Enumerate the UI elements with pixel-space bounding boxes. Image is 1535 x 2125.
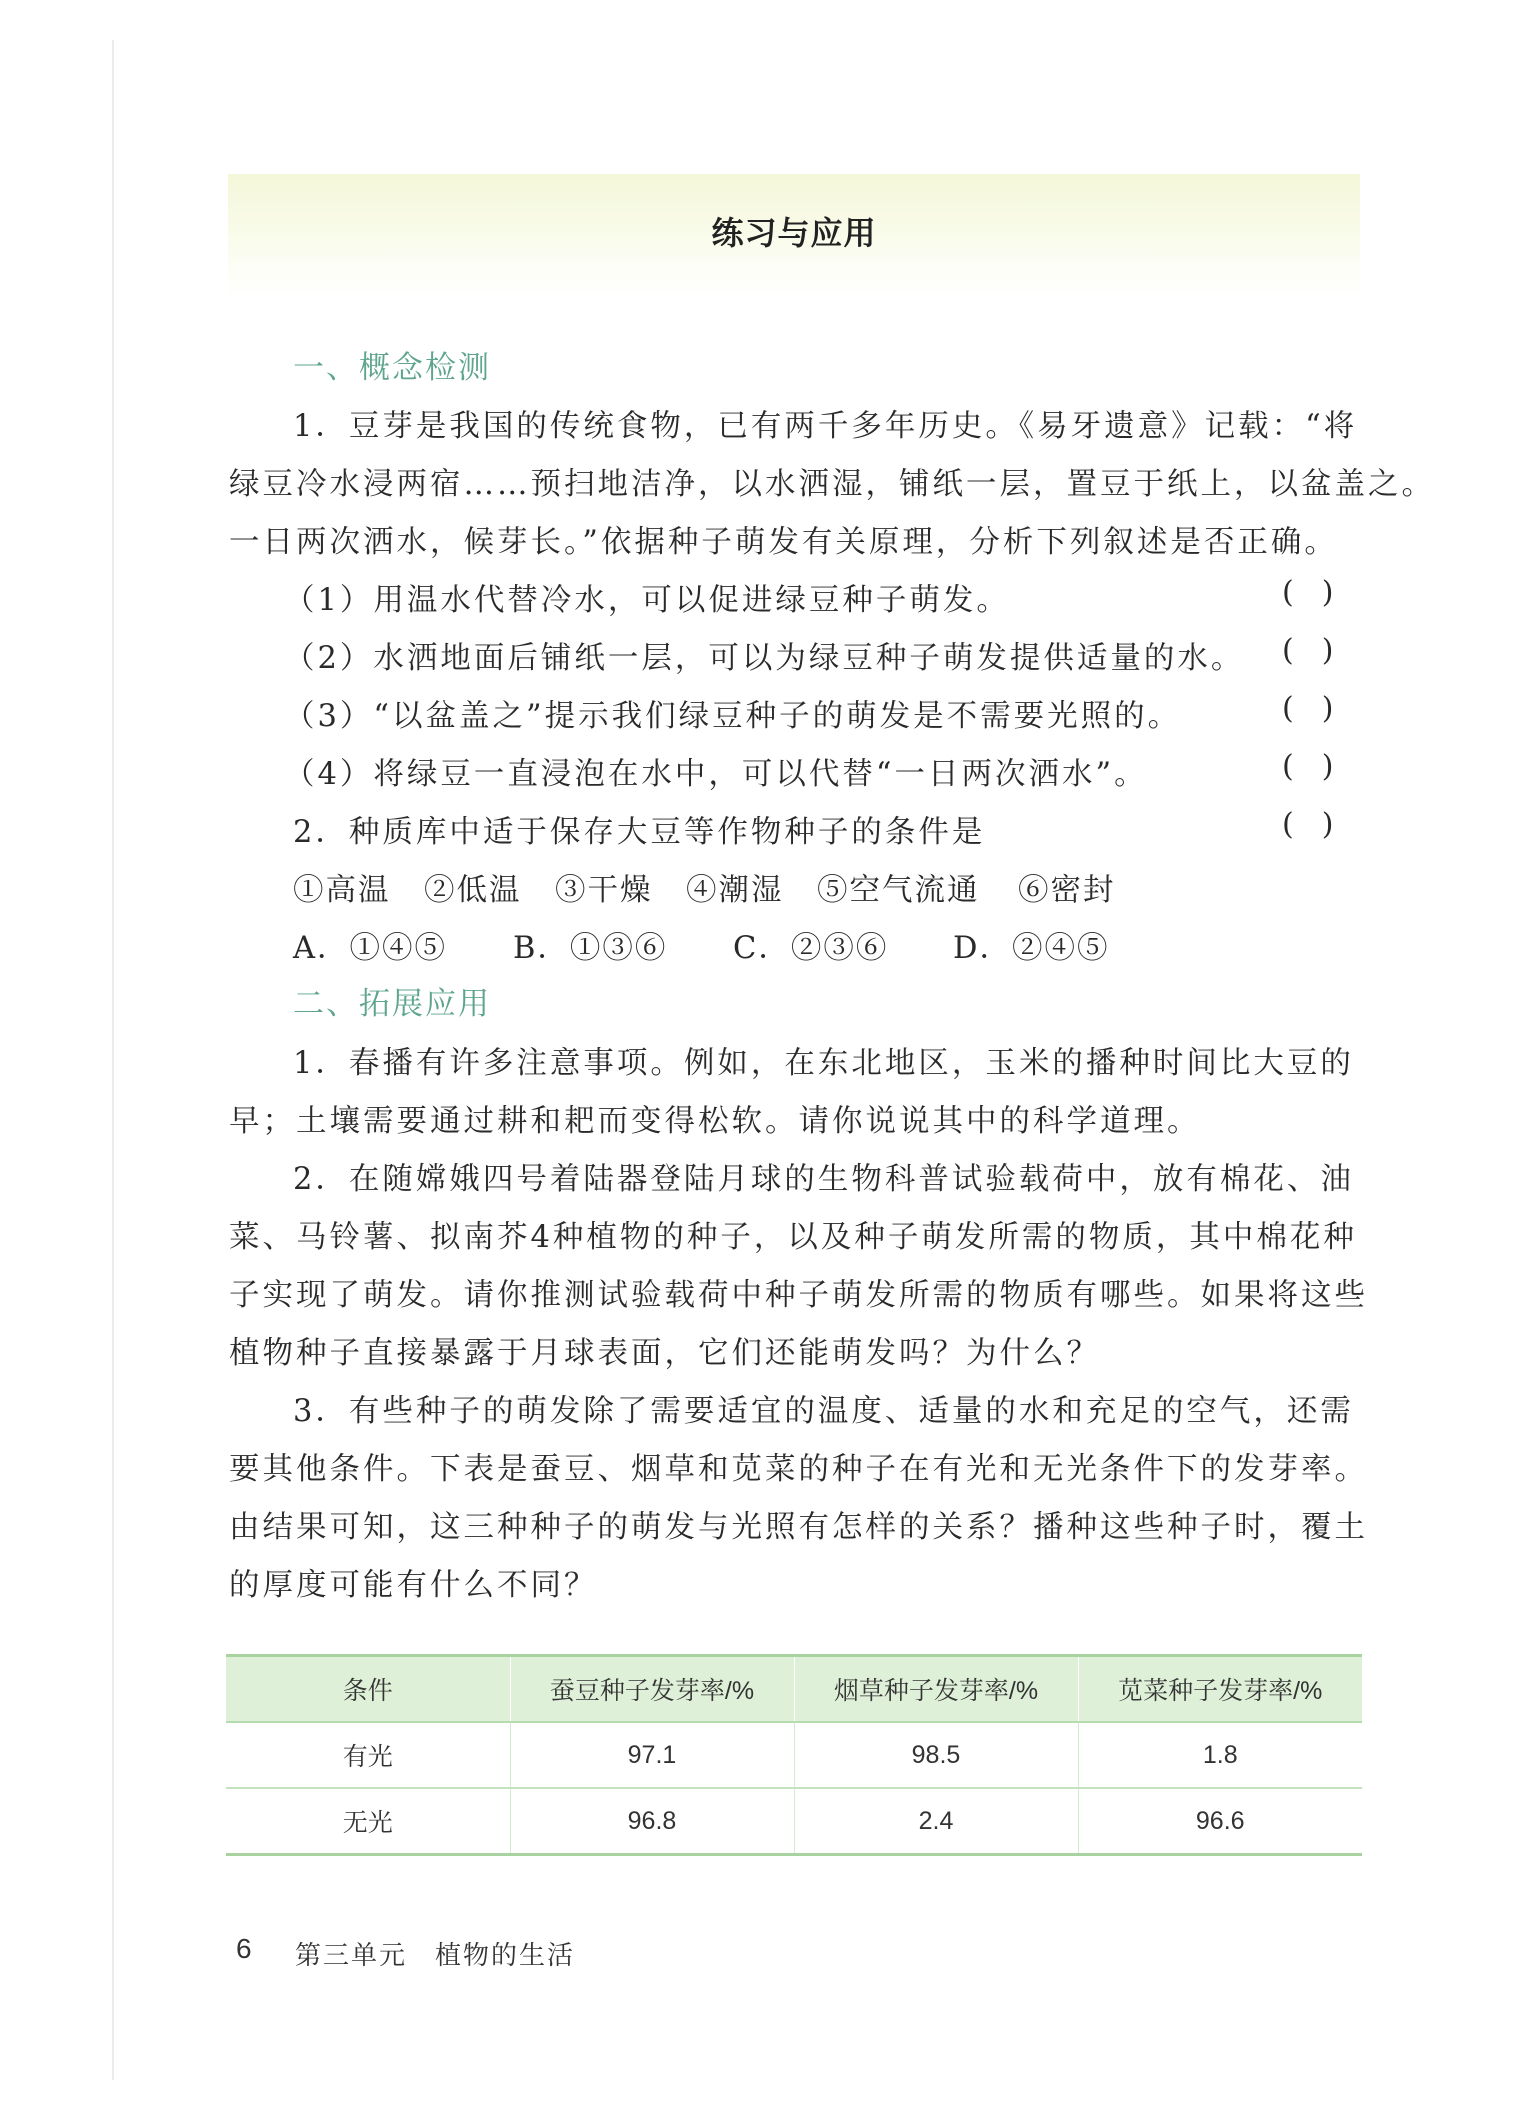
condition-4: ④潮湿 xyxy=(686,873,784,908)
section-heading-concept-check: 一、概念检测 xyxy=(293,350,491,386)
q1-line-3: 一日两次洒水，候芽长。”依据种子萌发有关原理，分析下列叙述是否正确。 xyxy=(229,525,1338,560)
p2-line-3: 子实现了萌发。请你推测试验载荷中种子萌发所需的物质有哪些。如果将这些 xyxy=(229,1278,1368,1313)
condition-2: ②低温 xyxy=(424,873,522,908)
answer-paren-3[interactable]: () xyxy=(1282,691,1362,726)
option-a[interactable]: A．①④⑤ xyxy=(293,931,448,966)
table-cell: 1.8 xyxy=(1078,1722,1362,1788)
table-cell: 98.5 xyxy=(794,1722,1078,1788)
table-cell: 96.6 xyxy=(1078,1788,1362,1855)
q1-line-1: 1．豆芽是我国的传统食物，已有两千多年历史。《易牙遗意》记载：“将 xyxy=(293,409,1358,444)
q1-item-3: （3）“以盆盖之”提示我们绿豆种子的萌发是不需要光照的。 xyxy=(284,699,1182,734)
table-cell: 无光 xyxy=(226,1788,510,1855)
q1-item-1: （1）用温水代替冷水，可以促进绿豆种子萌发。 xyxy=(284,583,1010,618)
option-d[interactable]: D．②④⑤ xyxy=(953,931,1110,966)
table-cell: 96.8 xyxy=(510,1788,794,1855)
q2-text: 2．种质库中适于保存大豆等作物种子的条件是 xyxy=(293,815,986,850)
answer-paren-1[interactable]: () xyxy=(1282,575,1362,610)
page-number: 6 xyxy=(236,1933,252,1964)
p1-line-1: 1．春播有许多注意事项。例如，在东北地区，玉米的播种时间比大豆的 xyxy=(293,1046,1354,1081)
table-header-condition: 条件 xyxy=(226,1656,510,1723)
p2-line-2: 菜、马铃薯、拟南芥4种植物的种子，以及种子萌发所需的物质，其中棉花种 xyxy=(229,1220,1357,1255)
unit-title: 第三单元 植物的生活 xyxy=(295,1941,576,1971)
p3-line-2: 要其他条件。下表是蚕豆、烟草和苋菜的种子在有光和无光条件下的发芽率。 xyxy=(229,1452,1368,1487)
table-row xyxy=(226,1788,1362,1855)
option-b[interactable]: B．①③⑥ xyxy=(513,931,668,966)
answer-paren-5[interactable]: () xyxy=(1282,807,1362,842)
title-band xyxy=(228,174,1360,298)
answer-paren-2[interactable]: () xyxy=(1282,633,1362,668)
table-row xyxy=(226,1722,1362,1788)
p2-line-1: 2．在随嫦娥四号着陆器登陆月球的生物科普试验载荷中，放有棉花、油 xyxy=(293,1162,1354,1197)
table-header-broad-bean: 蚕豆种子发芽率/% xyxy=(510,1656,794,1723)
page-edge xyxy=(112,40,114,2080)
answer-paren-4[interactable]: () xyxy=(1282,749,1362,784)
table-cell: 有光 xyxy=(226,1722,510,1788)
condition-3: ③干燥 xyxy=(555,873,653,908)
condition-5: ⑤空气流通 xyxy=(817,873,980,908)
condition-6: ⑥密封 xyxy=(1018,873,1116,908)
section-heading-extended-application: 二、拓展应用 xyxy=(293,986,491,1022)
q1-item-2: （2）水洒地面后铺纸一层，可以为绿豆种子萌发提供适量的水。 xyxy=(284,641,1245,676)
table-cell: 2.4 xyxy=(794,1788,1078,1855)
page-title: 练习与应用 xyxy=(711,214,877,252)
germination-rate-table xyxy=(226,1654,1362,1856)
p3-line-4: 的厚度可能有什么不同？ xyxy=(229,1568,598,1603)
table-header-row xyxy=(226,1656,1362,1723)
condition-1: ①高温 xyxy=(293,873,391,908)
table-cell: 97.1 xyxy=(510,1722,794,1788)
table-header-tobacco: 烟草种子发芽率/% xyxy=(794,1656,1078,1723)
q1-line-2: 绿豆冷水浸两宿……预扫地洁净，以水洒湿，铺纸一层，置豆于纸上，以盆盖之。 xyxy=(229,467,1435,502)
p2-line-4: 植物种子直接暴露于月球表面，它们还能萌发吗？为什么？ xyxy=(229,1336,1100,1371)
p1-line-2: 早；土壤需要通过耕和耙而变得松软。请你说说其中的科学道理。 xyxy=(229,1104,1201,1139)
p3-line-1: 3．有些种子的萌发除了需要适宜的温度、适量的水和充足的空气，还需 xyxy=(293,1394,1354,1429)
table-header-amaranth: 苋菜种子发芽率/% xyxy=(1078,1656,1362,1723)
p3-line-3: 由结果可知，这三种种子的萌发与光照有怎样的关系？播种这些种子时，覆土 xyxy=(229,1510,1368,1545)
option-c[interactable]: C．②③⑥ xyxy=(733,931,889,966)
q1-item-4: （4）将绿豆一直浸泡在水中，可以代替“一日两次洒水”。 xyxy=(284,757,1148,792)
